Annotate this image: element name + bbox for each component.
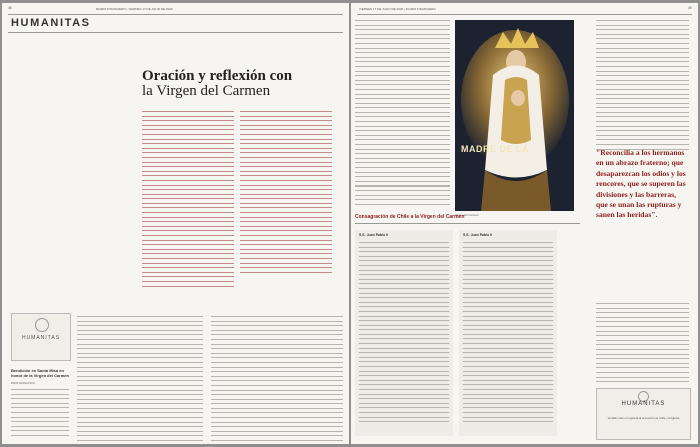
- photo-caption: Virgen del Carmen.: [455, 213, 480, 217]
- sidebar-author: PAPA FRANCISCO: [11, 381, 36, 385]
- prayer-box-1: [355, 230, 453, 436]
- prayer-box-2-text: [463, 242, 553, 426]
- prayer-box-1-text: [359, 242, 449, 426]
- pull-quote: "Reconcilia a los hermanos en un abrazo fraterno; que desaparezcan los odios y los rencores, que se superen las divisiones y las barreras, que se unan las rupturas y sanen las heridas".: [596, 148, 686, 220]
- title-line-2: la Virgen del Carmen: [142, 83, 271, 99]
- seal-icon: [35, 318, 49, 332]
- photo-banner-text: MADRE DE LA: [461, 144, 529, 154]
- right-body-column-3: [596, 20, 689, 153]
- title-line-1: Oración y reflexión con: [142, 68, 293, 84]
- declaration-column-2: [240, 111, 332, 276]
- virgin-statue-photo: [455, 20, 574, 211]
- ad-logo-text: HUMANITAS: [621, 401, 666, 407]
- prayer-box-2: [459, 230, 557, 436]
- virgin-statue-image: [455, 20, 574, 211]
- sidebar-headline: Bendición en Santa Misa en honor de la Virgen del Carmen: [11, 368, 69, 378]
- left-page-number: 48: [8, 6, 12, 10]
- consecration-title: Consagración de Chile a la Virgen del Carmen: [355, 214, 465, 220]
- body-column-2: [211, 316, 343, 444]
- declaration-column-1: [142, 111, 234, 290]
- humanitas-logo-box: [11, 313, 71, 361]
- body-column-1: [77, 316, 203, 444]
- humanitas-ad-box: [596, 388, 691, 440]
- consecration-rule: [355, 223, 580, 224]
- prayer-box-1-head: S.S. Juan Pablo II: [359, 233, 389, 237]
- humanitas-logo-text: HUMANITAS: [21, 335, 61, 341]
- right-body-column-1: [355, 20, 450, 204]
- section-rule: [8, 32, 343, 33]
- header-rule: [8, 14, 343, 15]
- section-title: HUMANITAS: [11, 17, 91, 29]
- right-page: [351, 3, 698, 444]
- right-body-column-3-end: [596, 303, 689, 386]
- right-page-number: 49: [688, 6, 692, 10]
- left-page-header: DIARIO FINANCIERO • VIERNES 17 DE JULIO DE 2020: [96, 7, 173, 11]
- right-page-header: VIERNES 17 DE JULIO DE 2020 • DIARIO FINANCIERO: [359, 7, 436, 11]
- right-header-rule: [357, 14, 692, 15]
- left-page: [2, 3, 349, 444]
- article-title: [142, 69, 292, 99]
- ad-text: Vendido sólo en regional al encuentro de Chile y la Iglesia: [607, 416, 680, 420]
- right-body-column-1-end: [355, 181, 450, 209]
- prayer-box-2-head: S.S. Juan Pablo II: [463, 233, 493, 237]
- sidebar-body-text: [11, 389, 69, 440]
